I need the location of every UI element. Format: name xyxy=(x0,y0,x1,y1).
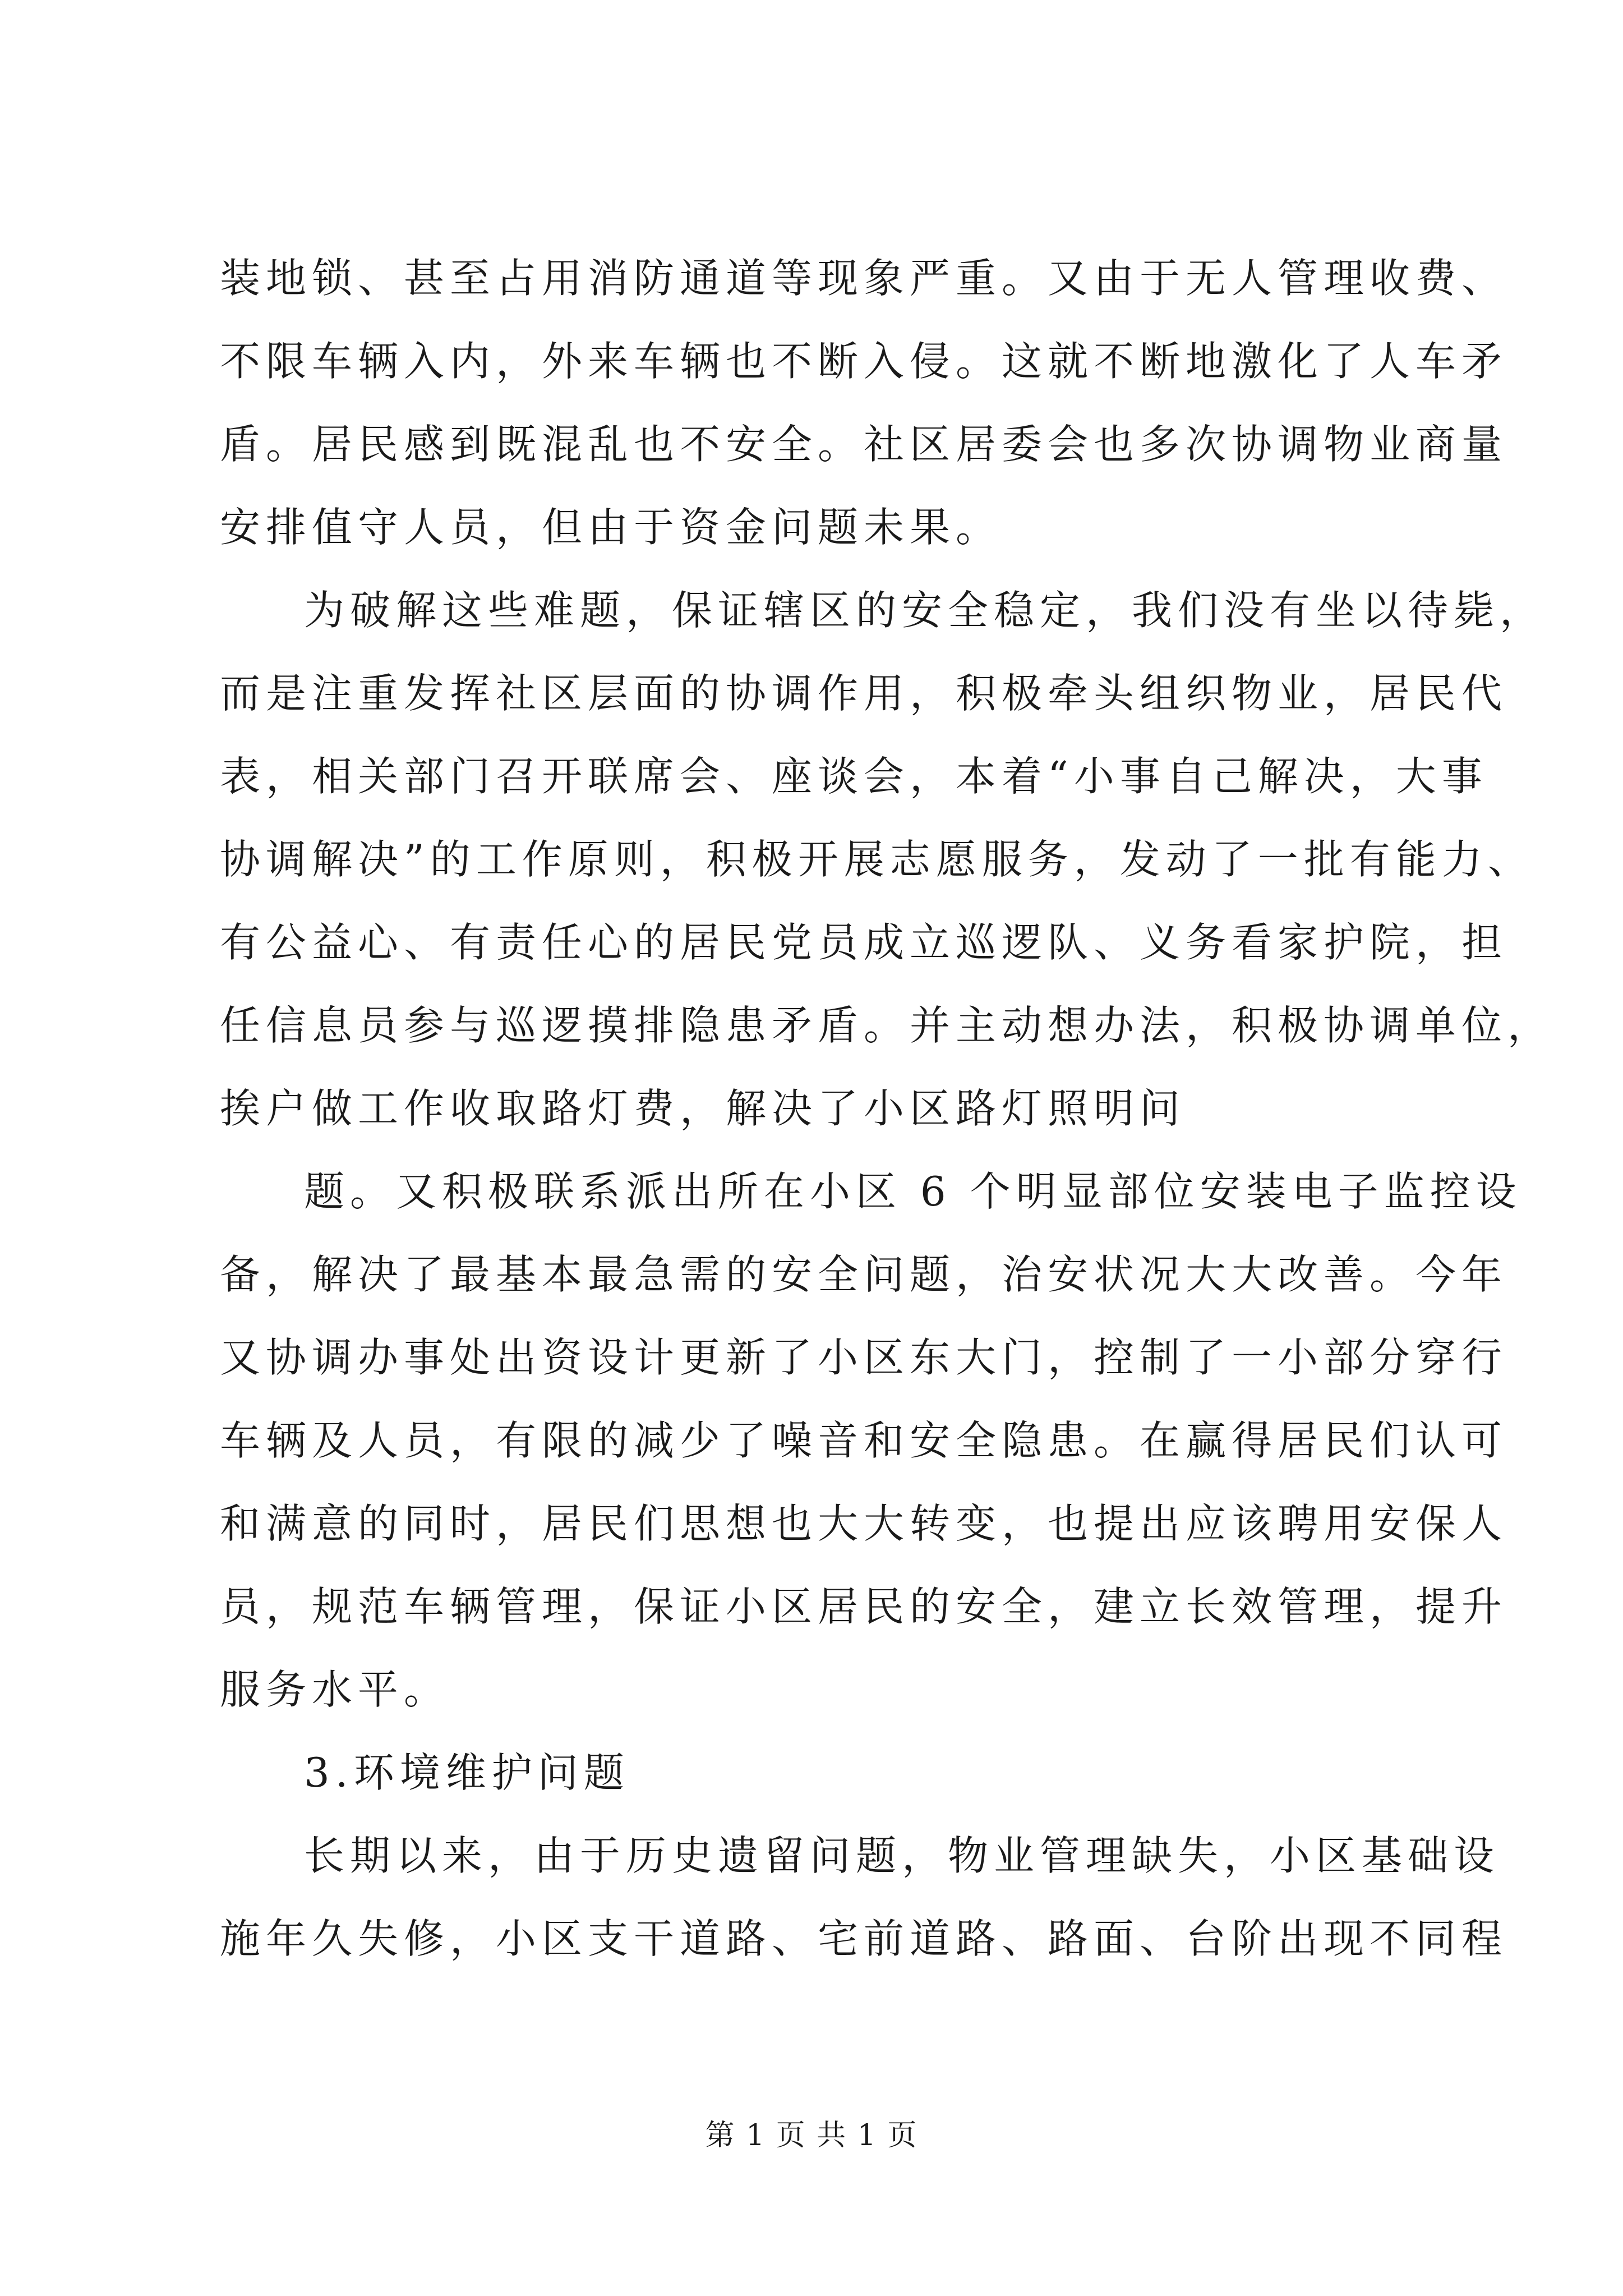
text-line: 施年久失修，小区支干道路、宅前道路、路面、台阶出现不同程 xyxy=(220,1915,1508,1962)
section-heading: 3.环境维护问题 xyxy=(304,1749,630,1796)
text-line: 又协调办事处出资设计更新了小区东大门，控制了一小部分穿行 xyxy=(220,1334,1508,1381)
text-line: 盾。居民感到既混乱也不安全。社区居委会也多次协调物业商量 xyxy=(220,421,1508,468)
text-line: 安排值守人员，但由于资金问题未果。 xyxy=(220,504,1002,551)
paragraph-first-line: 为破解这些难题，保证辖区的安全稳定，我们没有坐以待毙， xyxy=(304,587,1546,634)
text-line: 表，相关部门召开联席会、座谈会，本着“小事自己解决，大事 xyxy=(220,753,1488,800)
text-line: 协调解决”的工作原则，积极开展志愿服务，发动了一批有能力、 xyxy=(220,836,1534,883)
text-line: 员，规范车辆管理，保证小区居民的安全，建立长效管理，提升 xyxy=(220,1583,1508,1630)
text-line: 挨户做工作收取路灯费，解决了小区路灯照明问 xyxy=(220,1085,1186,1132)
text-line: 装地锁、甚至占用消防通道等现象严重。又由于无人管理收费、 xyxy=(220,255,1508,302)
text-line: 备，解决了最基本最急需的安全问题，治安状况大大改善。今年 xyxy=(220,1251,1508,1298)
text-line: 车辆及人员，有限的减少了噪音和安全隐患。在赢得居民们认可 xyxy=(220,1417,1508,1464)
paragraph-first-line: 长期以来，由于历史遗留问题，物业管理缺失，小区基础设 xyxy=(304,1832,1500,1879)
text-line: 而是注重发挥社区层面的协调作用，积极牵头组织物业，居民代 xyxy=(220,670,1508,717)
paragraph-first-line: 题。又积极联系派出所在小区 6 个明显部位安装电子监控设 xyxy=(304,1168,1522,1215)
text-line: 任信息员参与巡逻摸排隐患矛盾。并主动想办法，积极协调单位， xyxy=(220,1002,1554,1049)
text-line: 有公益心、有责任心的居民党员成立巡逻队、义务看家护院，担 xyxy=(220,919,1508,966)
text-line: 服务水平。 xyxy=(220,1666,450,1713)
text-line: 不限车辆入内，外来车辆也不断入侵。这就不断地激化了人车矛 xyxy=(220,338,1508,385)
document-body xyxy=(220,237,1554,1980)
page-footer: 第 1 页 共 1 页 xyxy=(705,2119,918,2152)
text-line: 和满意的同时，居民们思想也大大转变，也提出应该聘用安保人 xyxy=(220,1500,1508,1547)
